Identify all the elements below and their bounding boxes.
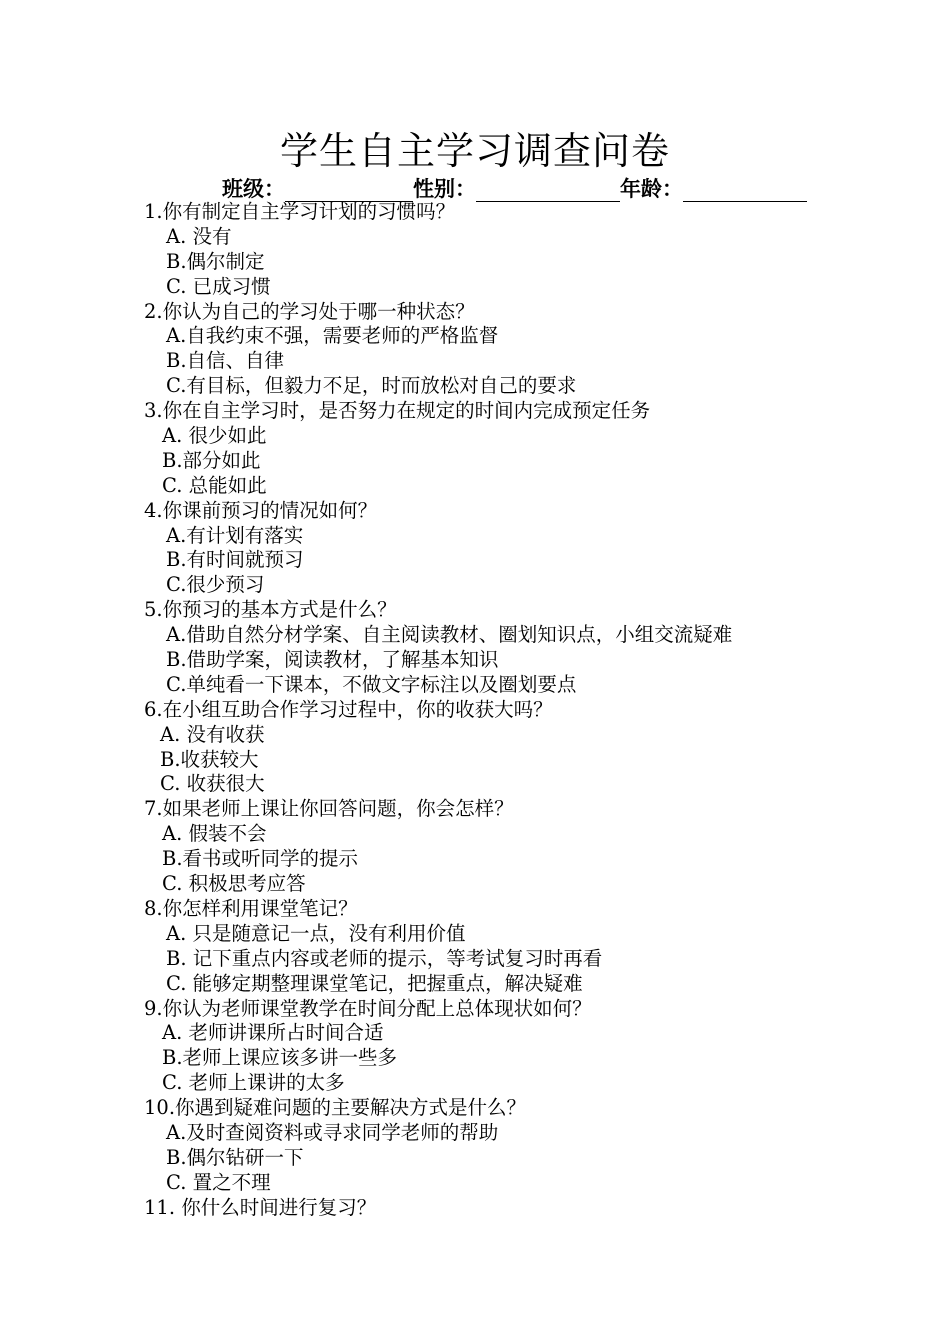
- option-text: B.部分如此: [162, 448, 261, 472]
- question-text: 4.你课前预习的情况如何？: [144, 498, 378, 522]
- option-text: A. 没有: [166, 224, 232, 248]
- question-text: 3.你在自主学习时，是否努力在规定的时间内完成预定任务: [144, 399, 651, 423]
- option-text: C. 老师上课讲的太多: [162, 1071, 345, 1095]
- question-text: 10.你遇到疑难问题的主要解决方式是什么？: [144, 1096, 527, 1120]
- question-text: 7.如果老师上课让你回答问题，你会怎样？: [144, 797, 514, 821]
- option-text: C.单纯看一下课本，不做文字标注以及圈划要点: [166, 672, 577, 696]
- option-text: B.借助学案，阅读教材，了解基本知识: [166, 648, 499, 672]
- option-text: A.及时查阅资料或寻求同学老师的帮助: [166, 1120, 499, 1144]
- option-text: A.有计划有落实: [166, 523, 304, 547]
- option-text: B.偶尔钻研一下: [166, 1145, 304, 1169]
- class-label: 班级：: [222, 176, 285, 201]
- questionnaire-body: [144, 200, 924, 1221]
- option-text: B.老师上课应该多讲一些多: [162, 1046, 398, 1070]
- option-text: A.自我约束不强，需要老师的严格监督: [166, 324, 499, 348]
- question-text: 1.你有制定自主学习计划的习惯吗？: [144, 200, 456, 223]
- option-text: C. 置之不理: [166, 1170, 271, 1194]
- option-text: B.看书或听同学的提示: [162, 847, 359, 871]
- student-info-fields: [222, 176, 807, 202]
- question-text: 2.你认为自己的学习处于哪一种状态？: [144, 299, 475, 323]
- option-text: A. 老师讲课所占时间合适: [162, 1021, 384, 1045]
- option-text: B.自信、自律: [166, 349, 285, 373]
- class-blank[interactable]: [285, 179, 413, 202]
- gender-blank[interactable]: [476, 179, 620, 202]
- option-text: C. 积极思考应答: [162, 872, 306, 896]
- option-text: C. 总能如此: [162, 473, 267, 497]
- option-text: A. 假装不会: [162, 822, 267, 846]
- page-title: 学生自主学习调查问卷: [279, 129, 670, 173]
- question-text: 9.你认为老师课堂教学在时间分配上总体现状如何？: [144, 996, 592, 1020]
- question-text: 5.你预习的基本方式是什么？: [144, 598, 397, 622]
- option-text: A.借助自然分材学案、自主阅读教材、圈划知识点，小组交流疑难: [166, 623, 733, 647]
- age-label: 年龄：: [620, 176, 683, 201]
- option-text: B. 记下重点内容或老师的提示，等考试复习时再看: [166, 946, 603, 970]
- question-text: 8.你怎样利用课堂笔记？: [144, 896, 358, 920]
- question-text: 11. 你什么时间进行复习？: [144, 1195, 377, 1219]
- option-text: C.有目标，但毅力不足，时而放松对自己的要求: [166, 374, 577, 398]
- question-text: 6.在小组互助合作学习过程中，你的收获大吗？: [144, 697, 553, 721]
- option-text: A. 没有收获: [160, 722, 265, 746]
- option-text: B.有时间就预习: [166, 548, 304, 572]
- option-text: A. 只是随意记一点，没有利用价值: [166, 921, 466, 945]
- option-text: C. 已成习惯: [166, 274, 271, 298]
- age-blank[interactable]: [683, 179, 807, 202]
- option-text: B.收获较大: [160, 747, 259, 771]
- option-text: C. 能够定期整理课堂笔记，把握重点，解决疑难: [166, 971, 583, 995]
- option-text: C.很少预习: [166, 573, 265, 597]
- gender-label: 性别：: [413, 176, 476, 201]
- option-text: B.偶尔制定: [166, 249, 265, 273]
- option-text: C. 收获很大: [160, 772, 265, 796]
- option-text: A. 很少如此: [162, 424, 267, 448]
